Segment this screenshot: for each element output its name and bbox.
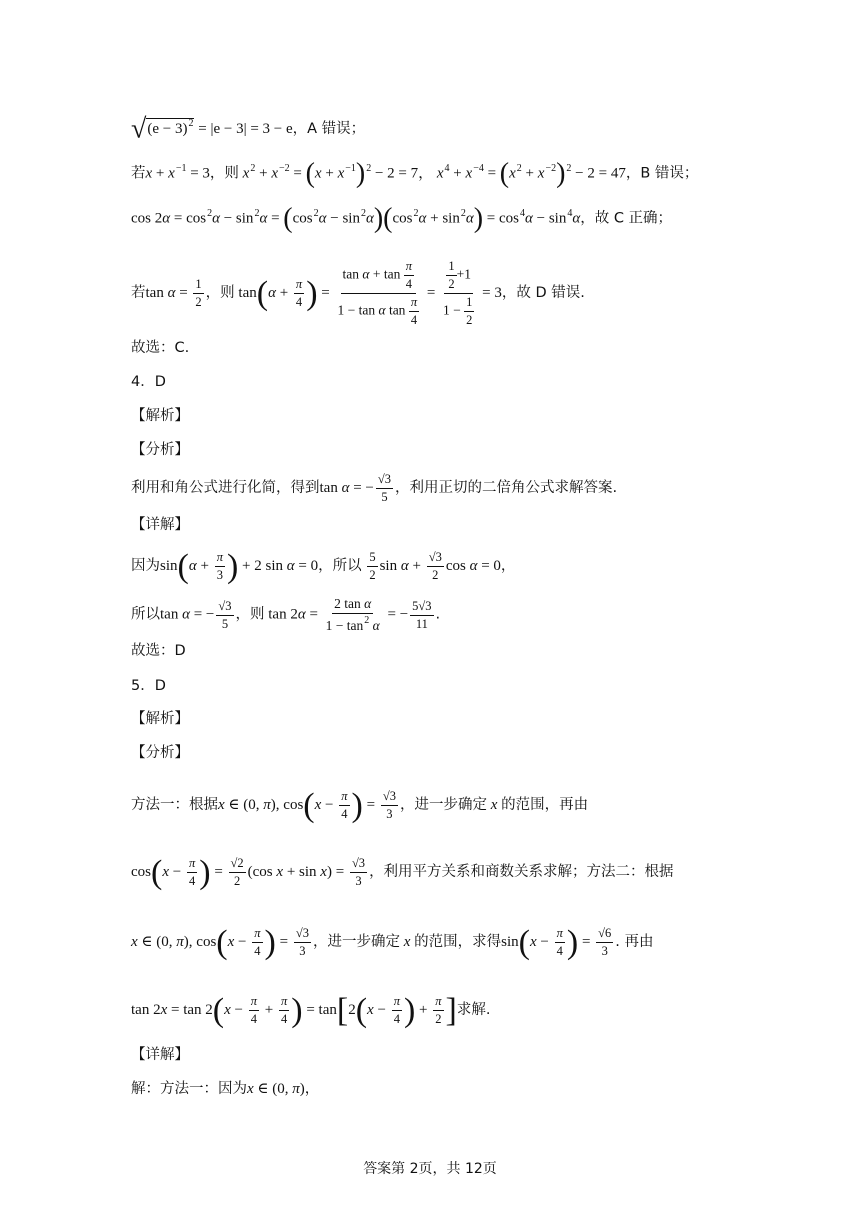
q5-analysis-4: tan 2x = tan 2(x − $\frac{\pi}{4}$ + $\frac{\pi}{4}$ ) = tan[2(x − $\frac{\pi}{4}$ ) + $\frac{\pi}{2}$ ]求解. [131, 992, 491, 1030]
line-sqrt-e: $√(e - 3)^2 = |e - 3| = 3 - e$，A 错误； [131, 113, 366, 145]
q5-fenxi-label: 【分析】 [131, 745, 189, 761]
question-4-heading: 4．D [131, 374, 166, 390]
q5-xiangjie-label: 【详解】 [131, 1047, 189, 1063]
q5-analysis-3: x ∈ (0, π), cos(x − $\frac{\pi}{4}$ ) = $\frac{√3}{3}$ ，进一步确定 x 的范围，求得sin(x − $\frac{\pi}{4}$ ) = $\frac{√6}{3}$ . 再由 [131, 924, 654, 962]
q4-detail-1: 因为sin(α + $\frac{\pi}{3}$ ) + 2 sin α = 0，所以 $\frac{5}{2}$ sin α + $\frac{√3}{2}$ cos α = 0， [131, 548, 516, 586]
q5-analysis-2: cos(x − $\frac{\pi}{4}$ ) = $\frac{√2}{2}$ (cos x + sin x) = $\frac{√3}{3}$ ，利用平方关系和商数关系求解；方法二：根据 [131, 854, 674, 892]
answer-d-q4: 故选：D [131, 643, 186, 659]
q5-analysis-1: 方法一：根据x ∈ (0, π), cos(x − $\frac{\pi}{4}$ ) = $\frac{√3}{3}$ ，进一步确定 x 的范围，再由 [131, 787, 589, 825]
q4-jiexi-label: 【解析】 [131, 408, 189, 424]
line-x-powers: 若$x + x^{-1} = 3$，则 $x^2 + x^{-2} = (x + x^{-1})^2 - 2 = 7$， $x^4 + x^{-4} = (x^2 + x^{-2})^2 - 2 = 47$，B 错误； [131, 158, 699, 189]
q4-xiangjie-label: 【详解】 [131, 517, 189, 533]
q4-fenxi-label: 【分析】 [131, 442, 189, 458]
q5-jiexi-label: 【解析】 [131, 711, 189, 727]
q4-detail-2: 所以tan α = − $\frac{√3}{5}$ ，则 tan 2α = $\frac{\text{2 tan α}}{1 - \tan^2 \alpha}$ = − $\frac{5√3}{11}$ . [131, 596, 441, 634]
question-5-heading: 5．D [131, 678, 166, 694]
line-cos2a: $\cos 2\alpha = \cos^2\alpha - \sin^2\alpha = (\cos^2\alpha - \sin^2\alpha)(\cos^2\alpha + \sin^2\alpha) = \cos^4\alpha - \sin^4\alpha$，故 C 正确； [131, 203, 673, 234]
line-tan-sum: 若tan α = $\frac{1}{2}$ ，则 tan(α + $\frac{\pi}{4}$ ) = tan α + tan $\frac{\pi}{4}$ 1 − tan α tan $\frac{\pi}{4}$ = $\frac{1}{2}$ +1 1 − $\frac{1}{2}$ = 3，故 D 错误. [131, 259, 585, 328]
answer-c: 故选：C. [131, 340, 190, 356]
q5-detail-1: 解：方法一：因为x ∈ (0, π)， [131, 1081, 320, 1097]
q4-fenxi-text: 利用和角公式进行化简，得到tan α = − $\frac{√3}{5}$ ，利用正切的二倍角公式求解答案. [131, 472, 618, 505]
page-footer: 答案第 2页，共 12页 [363, 1161, 497, 1177]
